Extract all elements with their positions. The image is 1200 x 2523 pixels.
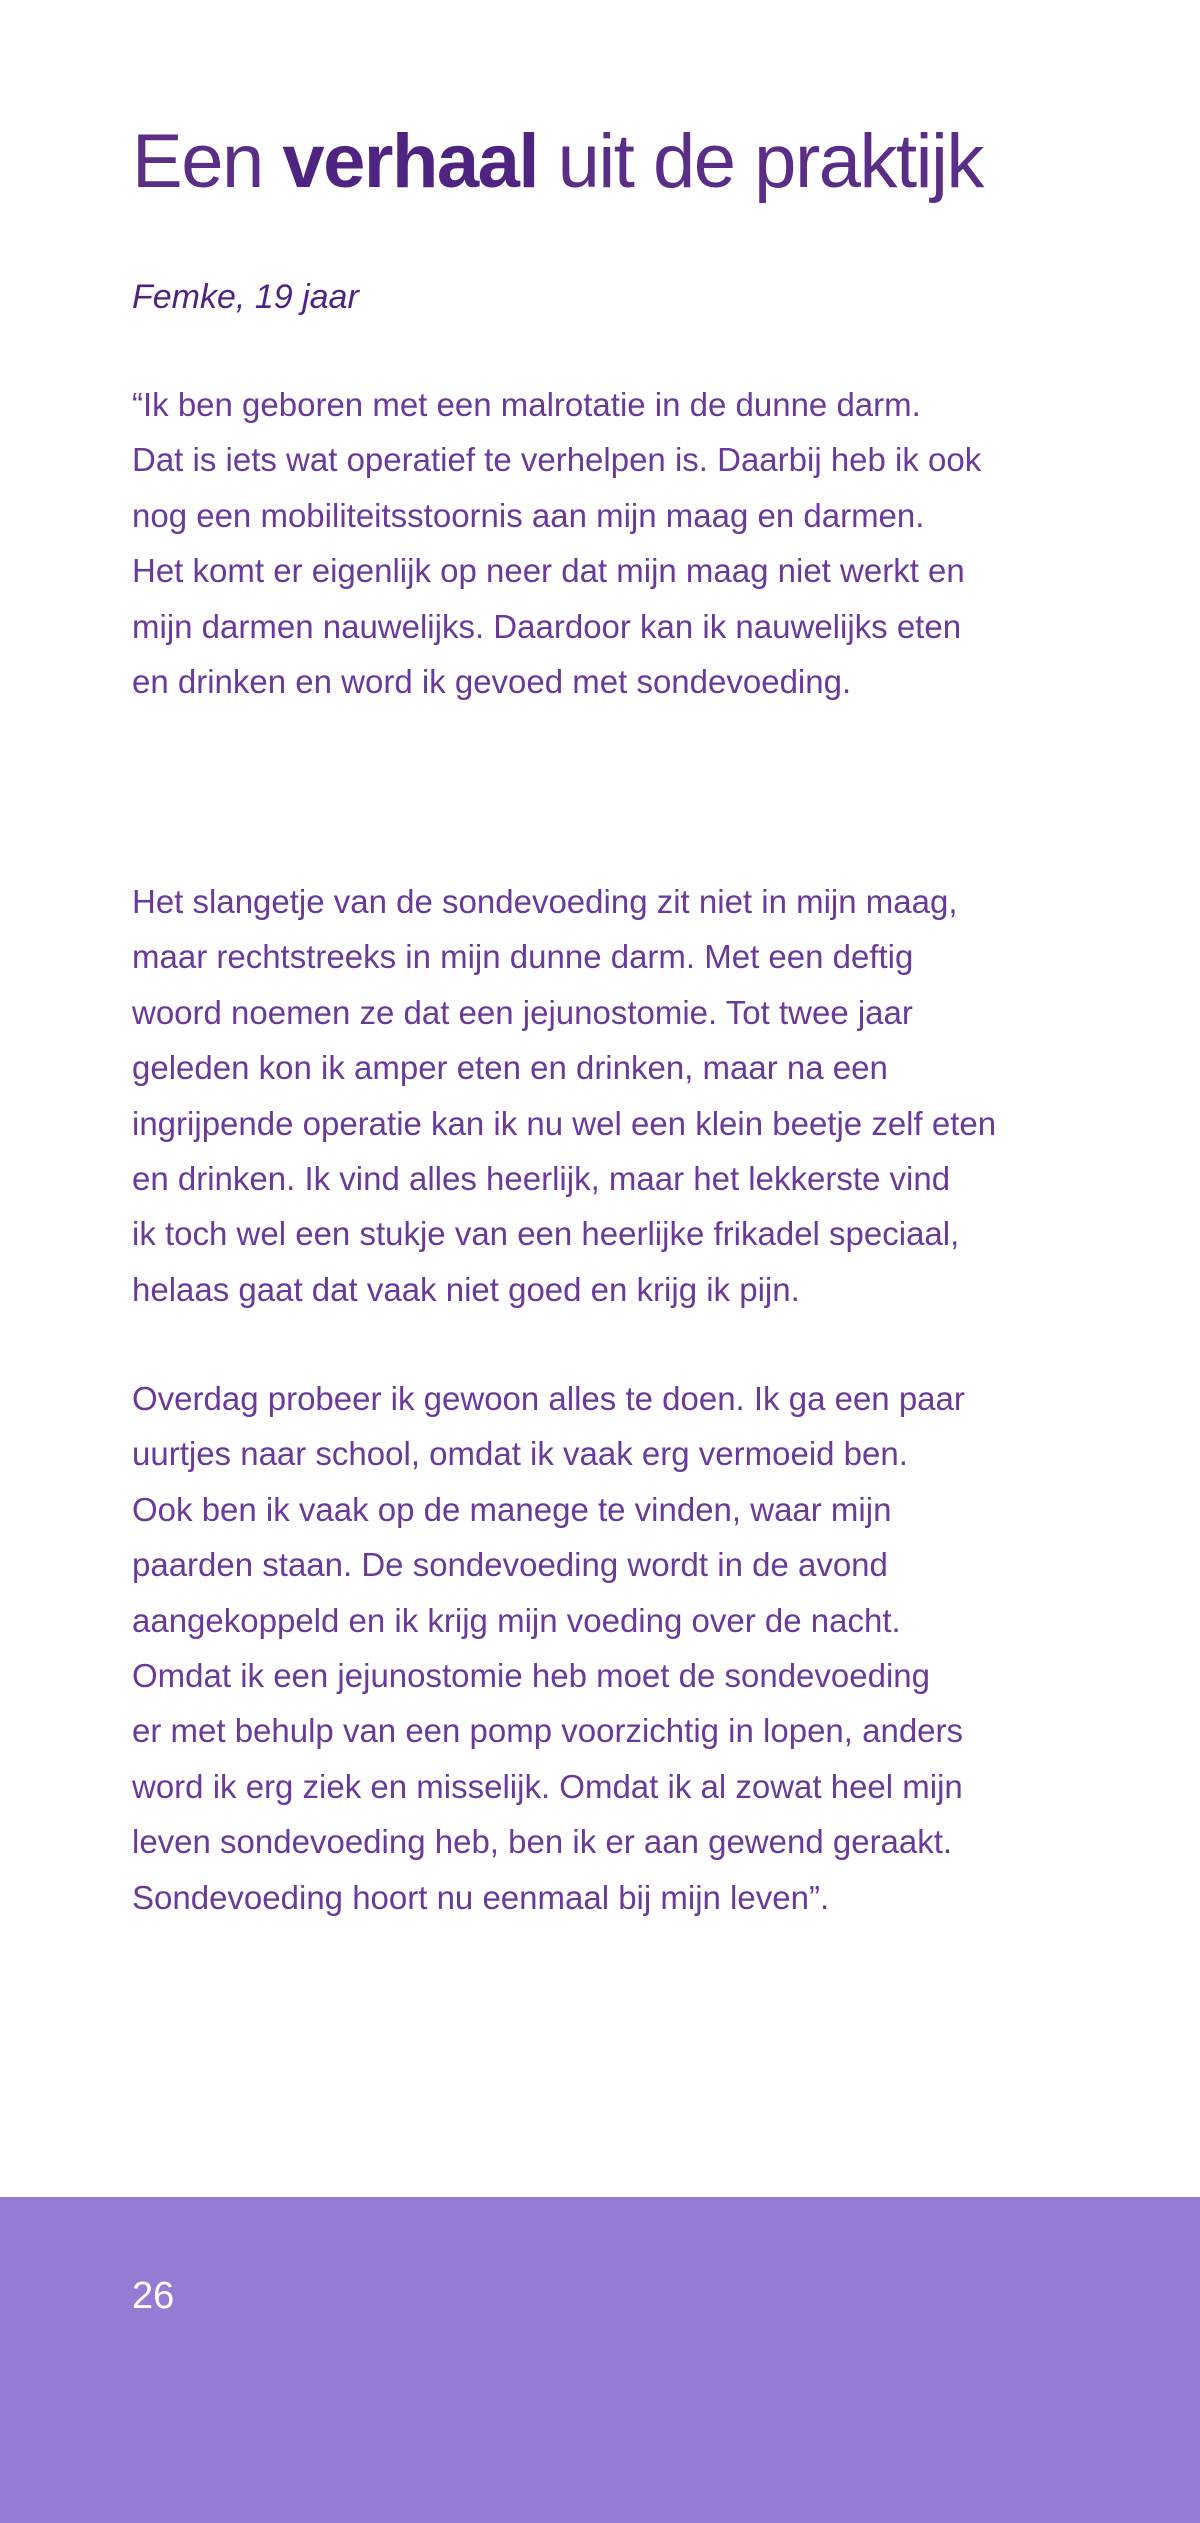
text-line: Omdat ik een jejunostomie heb moet de sondevoeding <box>132 1657 931 1695</box>
text-line: leven sondevoeding heb, ben ik er aan gewend geraakt. <box>132 1823 953 1861</box>
text-line: geleden kon ik amper eten en drinken, maar na een <box>132 1049 888 1087</box>
text-line: Ook ben ik vaak op de manege te vinden, waar mijn <box>132 1490 892 1528</box>
text-line: word ik erg ziek en misselijk. Omdat ik al zowat heel mijn <box>132 1767 963 1805</box>
text-line: “Ik ben geboren met een malrotatie in de dunne darm. <box>132 386 921 423</box>
text-line: Het komt er eigenlijk op neer dat mijn maag niet werkt en <box>132 552 965 590</box>
paragraph-2 <box>132 874 996 1317</box>
text-line: Dat is iets wat operatief te verhelpen is. Daarbij heb ik ook <box>132 441 982 479</box>
title-part-1: Een <box>132 119 283 204</box>
page-title <box>132 112 1092 212</box>
text-line: uurtjes naar school, omdat ik vaak erg vermoeid ben. <box>132 1435 908 1473</box>
text-line: er met behulp van een pomp voorzichtig in lopen, anders <box>132 1712 964 1750</box>
article <box>132 112 1092 1916</box>
text-line: Het slangetje van de sondevoeding zit niet in mijn maag, <box>132 883 958 920</box>
paragraph-1 <box>132 377 981 709</box>
footer-band <box>0 2197 1200 2523</box>
text-line: Sondevoeding hoort nu eenmaal bij mijn leven”. <box>132 1878 830 1916</box>
byline: Femke, 19 jaar <box>132 278 359 316</box>
text-line: helaas gaat dat vaak niet goed en krijg ik pijn. <box>132 1270 800 1308</box>
text-line: Overdag probeer ik gewoon alles te doen. Ik ga een paar <box>132 1380 965 1417</box>
text-line: en drinken. Ik vind alles heerlijk, maar het lekkerste vind <box>132 1160 951 1198</box>
text-line: mijn darmen nauwelijks. Daardoor kan ik nauwelijks eten <box>132 607 962 645</box>
paragraph-3 <box>132 1371 965 1925</box>
text-line: ingrijpende operatie kan ik nu wel een klein beetje zelf eten <box>132 1104 997 1142</box>
text-line: woord noemen ze dat een jejunostomie. Tot twee jaar <box>132 993 913 1031</box>
text-line: aangekoppeld en ik krijg mijn voeding over de nacht. <box>132 1601 901 1639</box>
text-line: ik toch wel een stukje van een heerlijke frikadel speciaal, <box>132 1215 960 1253</box>
text-line: en drinken en word ik gevoed met sondevoeding. <box>132 663 852 701</box>
text-line: nog een mobiliteitsstoornis aan mijn maag en darmen. <box>132 496 925 534</box>
page-number: 26 <box>132 2275 175 2317</box>
text-line: paarden staan. De sondevoeding wordt in de avond <box>132 1546 888 1584</box>
title-emphasis: verhaal <box>282 119 539 204</box>
title-part-2: uit de praktijk <box>538 119 983 204</box>
text-line: maar rechtstreeks in mijn dunne darm. Met een deftig <box>132 938 914 976</box>
